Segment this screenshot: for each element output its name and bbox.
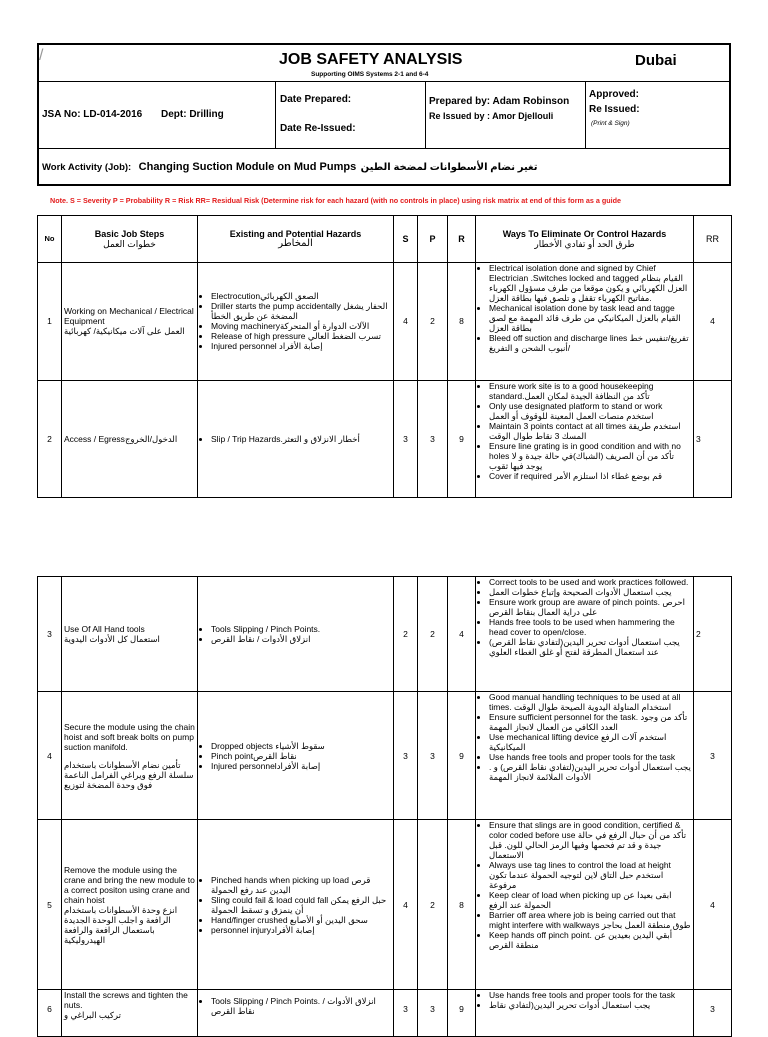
row-no: 4 [38,692,62,820]
print-sign: (Print & Sign) [591,120,630,127]
table-row [38,263,732,380]
prepared-by: Prepared by: Adam Robinson [429,96,570,107]
hazard-item: • Injured personnelإصابة الأفراد [211,761,391,771]
hazard-item: • انزلاق الأدوات / نقاط القرص [211,634,391,644]
row-residual-risk: 2 [694,577,732,692]
hazard-item: • Injured personnel إصابة الأفراد [211,341,391,351]
control-item: • Keep clear of load when picking up ابقى بعيدا عن الحمولة عند الرفع [489,890,691,910]
control-item: • Ensure line grating is in good condition and with no holes تأكد من أن الصريف (الشباك)في حالة جيدة و لا يوجد فيها ثقوب [489,441,691,471]
row-step [62,820,198,990]
work-activity-arabic: تغير نضام الأسطوانات لمضخة الطين [360,162,538,173]
approved-label: Approved: [589,89,639,100]
table-row [38,577,732,692]
row-residual-risk: 3 [694,990,732,1037]
row-no: 6 [38,990,62,1037]
row-residual-risk: 3 [694,692,732,820]
step-text-ar: الدخول/الخروج [124,433,178,444]
control-item: • Only use designated platform to stand or work استخدم منصات العمل المعينة للوقوف أو العمل [489,401,691,421]
table-row [38,380,732,497]
reissued-by: Re Issued by : Amor Djellouli [429,111,554,121]
row-controls [476,692,694,820]
jsa-header [37,43,731,186]
row-severity: 3 [394,692,418,820]
row-step [62,990,198,1037]
control-item: • Mechanical isolation done by task lead and tagge القيام بالعزل الميكانيكي من طرف قائد المهمة مع لصق بطاقة العزل [489,303,691,333]
control-item: • Always use tag lines to control the load at height استخدم حبل التاق لاين لتوجيه الحمولة عندما تكون مرفوعة [489,860,691,890]
jsa-number: JSA No: LD-014-2016 [42,109,143,120]
step-text: Remove the module using the crane and bring the new module to a correct positon using crane and chain hoist [64,864,195,905]
control-item: • Keep hands off pinch point. أبقي اليدين بعيدين عن منطقة القرص [489,930,691,950]
col-hazards [198,216,394,263]
slash-mark: / [39,47,44,64]
row-risk: 9 [448,380,476,497]
work-activity [42,157,537,175]
row-residual-risk: 3 [694,380,732,497]
control-item: • يجب استعمال الأدوات الصحيحة وإتباع خطوات العمل [489,587,691,597]
hazard-item: • Tools Slipping / Pinch Points. انزلاق الأدوات / نقاط القرص [211,996,391,1016]
row-no: 3 [38,577,62,692]
step-text-ar: انزع وحدة الأسطوانات باستخدام الرافعة و اجلب الوحدة الجديدة باستعمال الرافعة والرافعة الهيدروليكية [64,904,178,945]
row-risk: 9 [448,990,476,1037]
row-no: 2 [38,380,62,497]
jsa-table-page2 [37,576,732,1037]
row-risk: 8 [448,263,476,380]
row-controls [476,990,694,1037]
row-residual-risk: 4 [694,263,732,380]
step-text-ar: تركيب البراغي و [64,1010,121,1020]
col-hazards-ar: المخاطر [278,238,313,250]
control-item: • Ensure work site is to a good housekeeping standard.تأكد من النظافة الجيدة لمكان العمل [489,381,691,401]
hazard-item: • Sling could fail & load could fall حبل الرفع يمكن أن ينمزق و تسقط الحمولة [211,895,391,915]
hazard-item: • Driller starts the pump accidentally الحفار يشغل المضخة عن طريق الخطأ [211,301,391,321]
row-hazards [198,263,394,380]
row-step [62,577,198,692]
step-text: Working on Mechanical / Electrical Equipment [64,306,194,327]
control-item: • Hands free tools to be used when hammering the head cover to open/close. [489,617,691,637]
row-probability: 2 [418,820,448,990]
table-row [38,990,732,1037]
col-no: No [38,216,62,263]
reissued-label: Re Issued: [589,104,640,115]
hazard-item: • Pinch pointنقاط القرص [211,751,391,761]
row-controls [476,263,694,380]
row-controls [476,577,694,692]
row-risk: 4 [448,577,476,692]
table-header-row [38,216,732,263]
row-severity: 3 [394,380,418,497]
control-item: • Cover if required قم بوضع غطاء اذا استلزم الأمر [489,471,691,481]
control-item: • Bleed off suction and discharge lines تفريغ/تنفيس خط /أنبوب الشحن و التفريغ [489,333,691,353]
col-controls-ar: طرق الحد أو تفادي الأخطار [534,239,635,250]
jsa-table-page1 [37,215,732,498]
step-text: Secure the module using the chain hoist and soft break bolts on pump suction manifold. [64,721,195,752]
hazard-item: • Release of high pressure تسرب الضغط العالي [211,331,391,341]
row-hazards [198,990,394,1037]
row-probability: 2 [418,577,448,692]
control-item: • يجب استعمال أدوات تحرير اليدين(لتفادي نقاط [489,1000,691,1010]
row-no: 1 [38,263,62,380]
row-probability: 3 [418,990,448,1037]
control-item: • Use hands free tools and proper tools for the task [489,752,691,762]
row-severity: 3 [394,990,418,1037]
control-item: • Maintain 3 points contact at all times استخدم طريقة المسك 3 نقاط طوال الوقت [489,421,691,441]
col-controls [476,216,694,263]
col-r: R [448,216,476,263]
row-severity: 4 [394,820,418,990]
step-text-ar: العمل على آلات ميكانيكية/ كهربائية [64,326,185,337]
row-step [62,692,198,820]
row-hazards [198,820,394,990]
row-step [62,380,198,497]
work-activity-label: Work Activity (Job): [42,162,132,173]
control-item: • Ensure work group are aware of pinch points. احرص على دراية العمال بنقاط القرص [489,597,691,617]
col-rr: RR [694,216,732,263]
col-p: P [418,216,448,263]
table-row [38,820,732,990]
step-text: Install the screws and tighten the nuts. [64,990,188,1010]
location: Dubai [635,52,677,69]
row-severity: 2 [394,577,418,692]
hazard-item: • personnel injuryإصابة الأفراد [211,925,391,935]
row-step [62,263,198,380]
hazard-item: • Hand/finger crushed سحق اليدين أو الأصابع [211,915,391,925]
risk-note: Note. S = Severity P = Probability R = Risk RR= Residual Risk (Determine risk for each hazard (with no controls in place) using risk matrix at end of this form as a guide [50,196,622,205]
row-probability: 3 [418,380,448,497]
row-residual-risk: 4 [694,820,732,990]
row-severity: 4 [394,263,418,380]
hazard-item: • Moving machineryالآلات الدوارة أو المتحركة [211,321,391,331]
step-text: Use Of All Hand tools [64,624,145,634]
control-item: • Use hands free tools and proper tools for the task [489,990,691,1000]
col-s: S [394,216,418,263]
hazard-item: • Tools Slipping / Pinch Points. [211,624,391,634]
step-text-ar: تأمين نضام الأسطوانات باستخدام سلسلة الرفع ويراغي الفرامل الناعمة فوق وحدة المضخة لتوزيع [64,759,194,790]
control-item: • Barrier off area where job is being carried out that might interfere with walkways طوق منطقة العمل بحاجز [489,910,691,930]
step-text-ar: استعمال كل الأدوات اليدوية [64,634,160,644]
hazard-item: • Slip / Trip Hazards.أخطار الانزلاق و التعثر [211,434,391,444]
col-steps [62,216,198,263]
date-reissued-label: Date Re-Issued: [280,123,356,134]
date-prepared-label: Date Prepared: [280,94,352,105]
control-item: • Ensure that slings are in good condition, certified & color coded before use تأكد من أن حبال الرفع في حالة جيدة و قد تم فحصها وفيها الرمز الحالي للون. قبل الاستعمال [489,820,691,860]
control-item: • Electrical isolation done and signed by Chief Electrician .Switches locked and tagged القيام بنظام العزل الكهربائي و يكون موقعا من طرف مسؤول الكهرباء .مفاتيح الكهرباء تقفل و تلصق فيها بطاقة العزل [489,263,691,303]
step-text: Access / Egress [64,433,125,444]
row-controls [476,380,694,497]
row-hazards [198,577,394,692]
hazard-item: • Pinched hands when picking up load قرص اليدين عند رفع الحمولة [211,875,391,895]
col-steps-ar: خطوات العمل [103,239,156,250]
control-item: • يجب استعمال أدوات تحرير اليدين(لتفادي نقاط القرص) عند استعمال المطرقة لفتح أو غلق الغطاء العلوي [489,637,691,657]
row-risk: 8 [448,820,476,990]
control-item: • Use mechanical lifting device استخدم آلات الرفع الميكانيكية [489,732,691,752]
control-item: • Good manual handling techniques to be used at all times. استخدام المناولة اليدوية الصيحة طوال الوقت [489,692,691,712]
subtitle: Supporting OIMS Systems 2-1 and 6-4 [311,71,429,78]
row-controls [476,820,694,990]
row-risk: 9 [448,692,476,820]
table-row [38,692,732,820]
control-item: • Ensure sufficient personnel for the task. تأكد من وجود العدد الكافي من العمال لانجاز المهمة [489,712,691,732]
row-no: 5 [38,820,62,990]
col-steps-label: Basic Job Steps [94,229,165,240]
row-probability: 2 [418,263,448,380]
col-controls-label: Ways To Eliminate Or Control Hazards [502,229,667,240]
row-hazards [198,692,394,820]
col-hazards-label: Existing and Potential Hazards [229,229,362,240]
hazard-item: • Dropped objects سقوط الأشياء [211,741,391,751]
jsa-title: JOB SAFETY ANALYSIS [279,51,463,68]
control-item: • Correct tools to be used and work practices followed. [489,577,691,587]
department: Dept: Drilling [161,109,224,120]
work-activity-value: Changing Suction Module on Mud Pumps [138,161,357,173]
hazard-item: • Electrocutionالصعق الكهربائي [211,291,391,301]
row-probability: 3 [418,692,448,820]
control-item: • . يجب استعمال أدوات تحرير اليدين(لتفادي نقاط القرص) و الأدوات الملائمة لانجاز المهمة [489,762,691,782]
row-hazards [198,380,394,497]
